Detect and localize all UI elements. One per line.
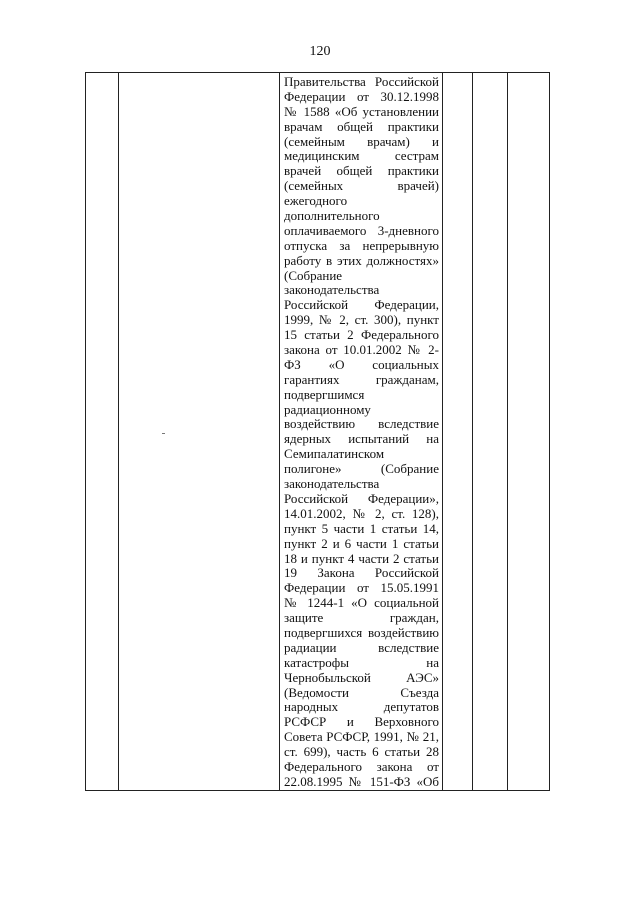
text-line: Чернобыльской АЭС»: [284, 670, 439, 685]
page-number: 120: [309, 44, 331, 59]
text-line: Семипалатинском: [284, 447, 385, 462]
text-line: 18 и пункт 4 части 2 статьи: [284, 551, 439, 566]
text-line: медицинским сестрам: [284, 149, 439, 164]
document-table: [85, 72, 550, 791]
text-line: подвергшимся: [284, 387, 365, 402]
text-line: Федерального закона от: [284, 759, 439, 774]
text-line: законодательства: [284, 283, 380, 298]
text-line: отпуска за непрерывную: [284, 238, 439, 253]
text-line: врачам общей практики: [284, 119, 439, 134]
text-line: дополнительного: [284, 209, 380, 224]
text-line: законодательства: [284, 477, 380, 492]
text-line: закона от 10.01.2002 № 2-: [284, 343, 439, 358]
text-line: пункт 5 части 1 статьи 14,: [284, 521, 439, 536]
text-line: 1999, № 2, ст. 300), пункт: [284, 313, 439, 328]
table-cell-col-4: [443, 73, 473, 791]
text-line: воздействию вследствие: [284, 417, 439, 432]
text-line: (Ведомости Съезда: [284, 685, 439, 700]
text-line: (семейным врачам) и: [284, 134, 439, 149]
text-line: (Собрание: [284, 268, 343, 283]
text-line: РСФСР и Верховного: [284, 715, 439, 730]
text-line: (семейных врачей): [284, 179, 439, 194]
text-line: народных депутатов: [284, 700, 439, 715]
text-line: работу в этих должностях»: [284, 253, 439, 268]
text-line: ежегодного: [284, 194, 348, 209]
text-line: Федерации от 30.12.1998: [284, 89, 439, 104]
text-line: № 1244-1 «О социальной: [284, 596, 439, 611]
table-cell-col-6: [508, 73, 550, 791]
text-line: 22.08.1995 № 151-ФЗ «Об: [284, 774, 439, 789]
text-line: Российской Федерации»,: [284, 491, 439, 506]
text-line: Совета РСФСР, 1991, № 21,: [284, 730, 439, 745]
text-line: подвергшихся воздействию: [284, 625, 439, 640]
text-line: гарантиях гражданам,: [284, 372, 439, 387]
text-line: 14.01.2002, № 2, ст. 128),: [284, 506, 439, 521]
legal-basis-text: [280, 73, 442, 790]
text-line: 15 статьи 2 Федерального: [284, 328, 439, 343]
table-cell-number: [86, 73, 119, 791]
text-line: пункт 2 и 6 части 1 статьи: [284, 536, 439, 551]
text-line: ст. 699), часть 6 статьи 28: [284, 745, 439, 760]
text-line: радиационному: [284, 402, 371, 417]
table-row: [86, 73, 550, 791]
text-line: Федерации от 15.05.1991: [284, 581, 439, 596]
text-line: радиации вследствие: [284, 640, 439, 655]
text-line: № 1588 «Об установлении: [284, 104, 439, 119]
text-line: Правительства Российской: [284, 75, 439, 89]
table-cell-legal-basis: [280, 73, 443, 791]
text-line: полигоне» (Собрание: [284, 462, 439, 477]
text-line: 19 Закона Российской: [284, 566, 439, 581]
text-line: защите граждан,: [284, 611, 439, 626]
text-line: врачей общей практики: [284, 164, 439, 179]
text-line: катастрофы на: [284, 655, 439, 670]
text-line: оплачиваемого 3-дневного: [284, 223, 439, 238]
text-line: ФЗ «О социальных: [284, 357, 439, 372]
table-cell-name: [119, 73, 280, 791]
table-cell-col-5: [473, 73, 508, 791]
text-line: Российской Федерации,: [284, 298, 439, 313]
text-line: ядерных испытаний на: [284, 432, 439, 447]
